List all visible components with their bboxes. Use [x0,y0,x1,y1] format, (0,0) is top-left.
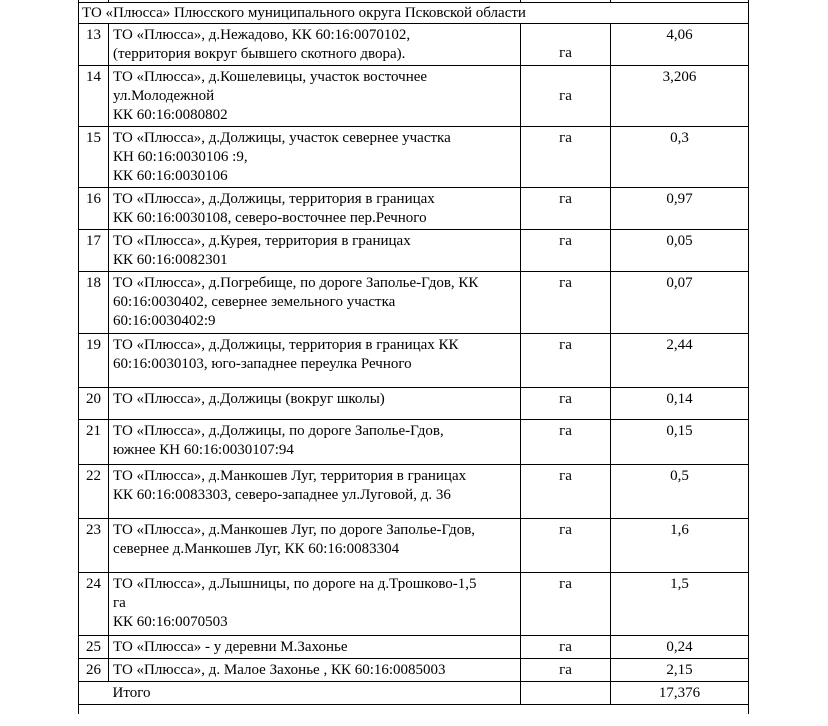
description-line: южнее КН 60:16:0030107:94 [113,441,294,458]
total-value: 17,376 [611,681,749,704]
table-row [79,572,749,635]
row-value: 0,15 [611,419,749,464]
description-line: 60:16:0030402:9 [113,312,216,329]
description-line: ТО «Плюсса», д.Должицы, территория в границах КК [113,336,459,353]
row-number: 20 [79,387,109,419]
row-value: 1,5 [611,572,749,635]
bottom-spacer-row [79,704,749,714]
total-unit-cell [521,681,611,704]
row-description [109,635,521,658]
description-line: 60:16:0030402, севернее земельного участка [113,293,396,310]
section-title-row [79,2,749,23]
unit-label: га [559,467,572,484]
row-value: 2,44 [611,333,749,387]
table-row [79,387,749,419]
row-unit [521,572,611,635]
row-unit [521,635,611,658]
row-unit [521,419,611,464]
table-row [79,65,749,126]
description-line: ТО «Плюсса», д.Должицы, территория в границах [113,190,435,207]
row-unit [521,65,611,126]
row-number: 19 [79,333,109,387]
row-description [109,572,521,635]
table-row [79,658,749,681]
row-unit [521,229,611,271]
row-number: 15 [79,126,109,187]
unit-label: га [559,390,572,407]
total-number-cell [79,681,109,704]
unit-label: га [559,661,572,678]
row-number: 26 [79,658,109,681]
description-line: ТО «Плюсса», д.Манкошев Луг, территория в границах [113,467,467,484]
row-description [109,23,521,65]
description-line: ТО «Плюсса», д.Должицы, по дороге Заполье-Гдов, [113,422,444,439]
row-value: 0,14 [611,387,749,419]
row-value: 0,5 [611,464,749,518]
description-line: ТО «Плюсса», д.Нежадово, КК 60:16:0070102, [113,26,411,43]
row-description [109,464,521,518]
row-number: 18 [79,271,109,333]
total-row [79,681,749,704]
table-row [79,187,749,229]
unit-label: га [559,88,572,104]
bottom-spacer-cell [79,704,749,714]
row-unit [521,518,611,572]
description-line: КК 60:16:0030108, северо-восточнее пер.Речного [113,209,427,226]
row-number: 23 [79,518,109,572]
description-line: КК 60:16:0070503 [113,613,228,630]
row-number: 14 [79,65,109,126]
description-line: КК 60:16:0080802 [113,106,228,123]
row-value: 2,15 [611,658,749,681]
row-value: 4,06 [611,23,749,65]
description-line: ТО «Плюсса», д.Должицы, участок севернее участка [113,129,451,146]
row-unit [521,187,611,229]
description-line: ТО «Плюсса», д.Погребище, по дороге Заполье-Гдов, КК [113,274,479,291]
table-row [79,635,749,658]
description-line: ТО «Плюсса» - у деревни М.Захонье [113,638,348,655]
row-description [109,658,521,681]
table-row [79,333,749,387]
description-line: га [113,594,126,611]
description-line: КК 60:16:0083303, северо-западнее ул.Луговой, д. 36 [113,486,451,503]
row-unit [521,126,611,187]
row-value: 0,97 [611,187,749,229]
table-row [79,229,749,271]
row-unit [521,464,611,518]
row-unit [521,271,611,333]
unit-label: га [559,129,572,146]
row-number: 21 [79,419,109,464]
row-number: 16 [79,187,109,229]
description-line: ТО «Плюсса», д.Манкошев Луг, по дороге Заполье-Гдов, [113,521,476,538]
row-value: 3,206 [611,65,749,126]
row-description [109,518,521,572]
description-line: КК 60:16:0030106 [113,167,228,184]
row-number: 24 [79,572,109,635]
row-unit [521,23,611,65]
row-value: 0,24 [611,635,749,658]
row-number: 17 [79,229,109,271]
row-value: 0,07 [611,271,749,333]
row-description [109,419,521,464]
description-line: КК 60:16:0082301 [113,251,228,268]
row-number: 13 [79,23,109,65]
description-line: ул.Молодежной [113,87,215,104]
description-line: севернее д.Манкошев Луг, КК 60:16:0083304 [113,540,400,557]
row-unit [521,658,611,681]
table-row [79,126,749,187]
table-row [79,419,749,464]
description-line: ТО «Плюсса», д.Лышницы, по дороге на д.Трошково-1,5 [113,575,477,592]
unit-label: га [559,575,572,592]
row-description [109,333,521,387]
row-description [109,126,521,187]
row-description [109,271,521,333]
table-row [79,464,749,518]
row-value: 0,05 [611,229,749,271]
row-unit [521,333,611,387]
description-line: 60:16:0030103, юго-западнее переулка Речного [113,355,412,372]
row-value: 1,6 [611,518,749,572]
row-description [109,187,521,229]
row-number: 22 [79,464,109,518]
unit-label: га [559,232,572,249]
description-line: ТО «Плюсса», д.Кошелевицы, участок восточнее [113,68,428,85]
row-description [109,65,521,126]
row-description [109,387,521,419]
description-line: ТО «Плюсса», д.Курея, территория в границах [113,232,411,249]
table-row [79,518,749,572]
unit-label: га [559,422,572,439]
description-line: (территория вокруг бывшего скотного двора). [113,45,406,62]
row-description [109,229,521,271]
row-value: 0,3 [611,126,749,187]
row-unit [521,387,611,419]
unit-label: га [559,638,572,655]
unit-label: га [559,274,572,291]
table-row [79,23,749,65]
section-title: ТО «Плюсса» Плюсского муниципального округа Псковской области [79,2,749,23]
description-line: КН 60:16:0030106 :9, [113,148,248,165]
unit-label: га [559,44,572,61]
unit-label: га [559,336,572,353]
unit-label: га [559,521,572,538]
unit-label: га [559,190,572,207]
description-line: ТО «Плюсса», д.Должицы (вокруг школы) [113,390,385,407]
row-number: 25 [79,635,109,658]
description-line: ТО «Плюсса», д. Малое Захонье , КК 60:16:0085003 [113,661,446,678]
total-label: Итого [109,681,521,704]
table-row [79,271,749,333]
land-plots-table [78,0,749,714]
